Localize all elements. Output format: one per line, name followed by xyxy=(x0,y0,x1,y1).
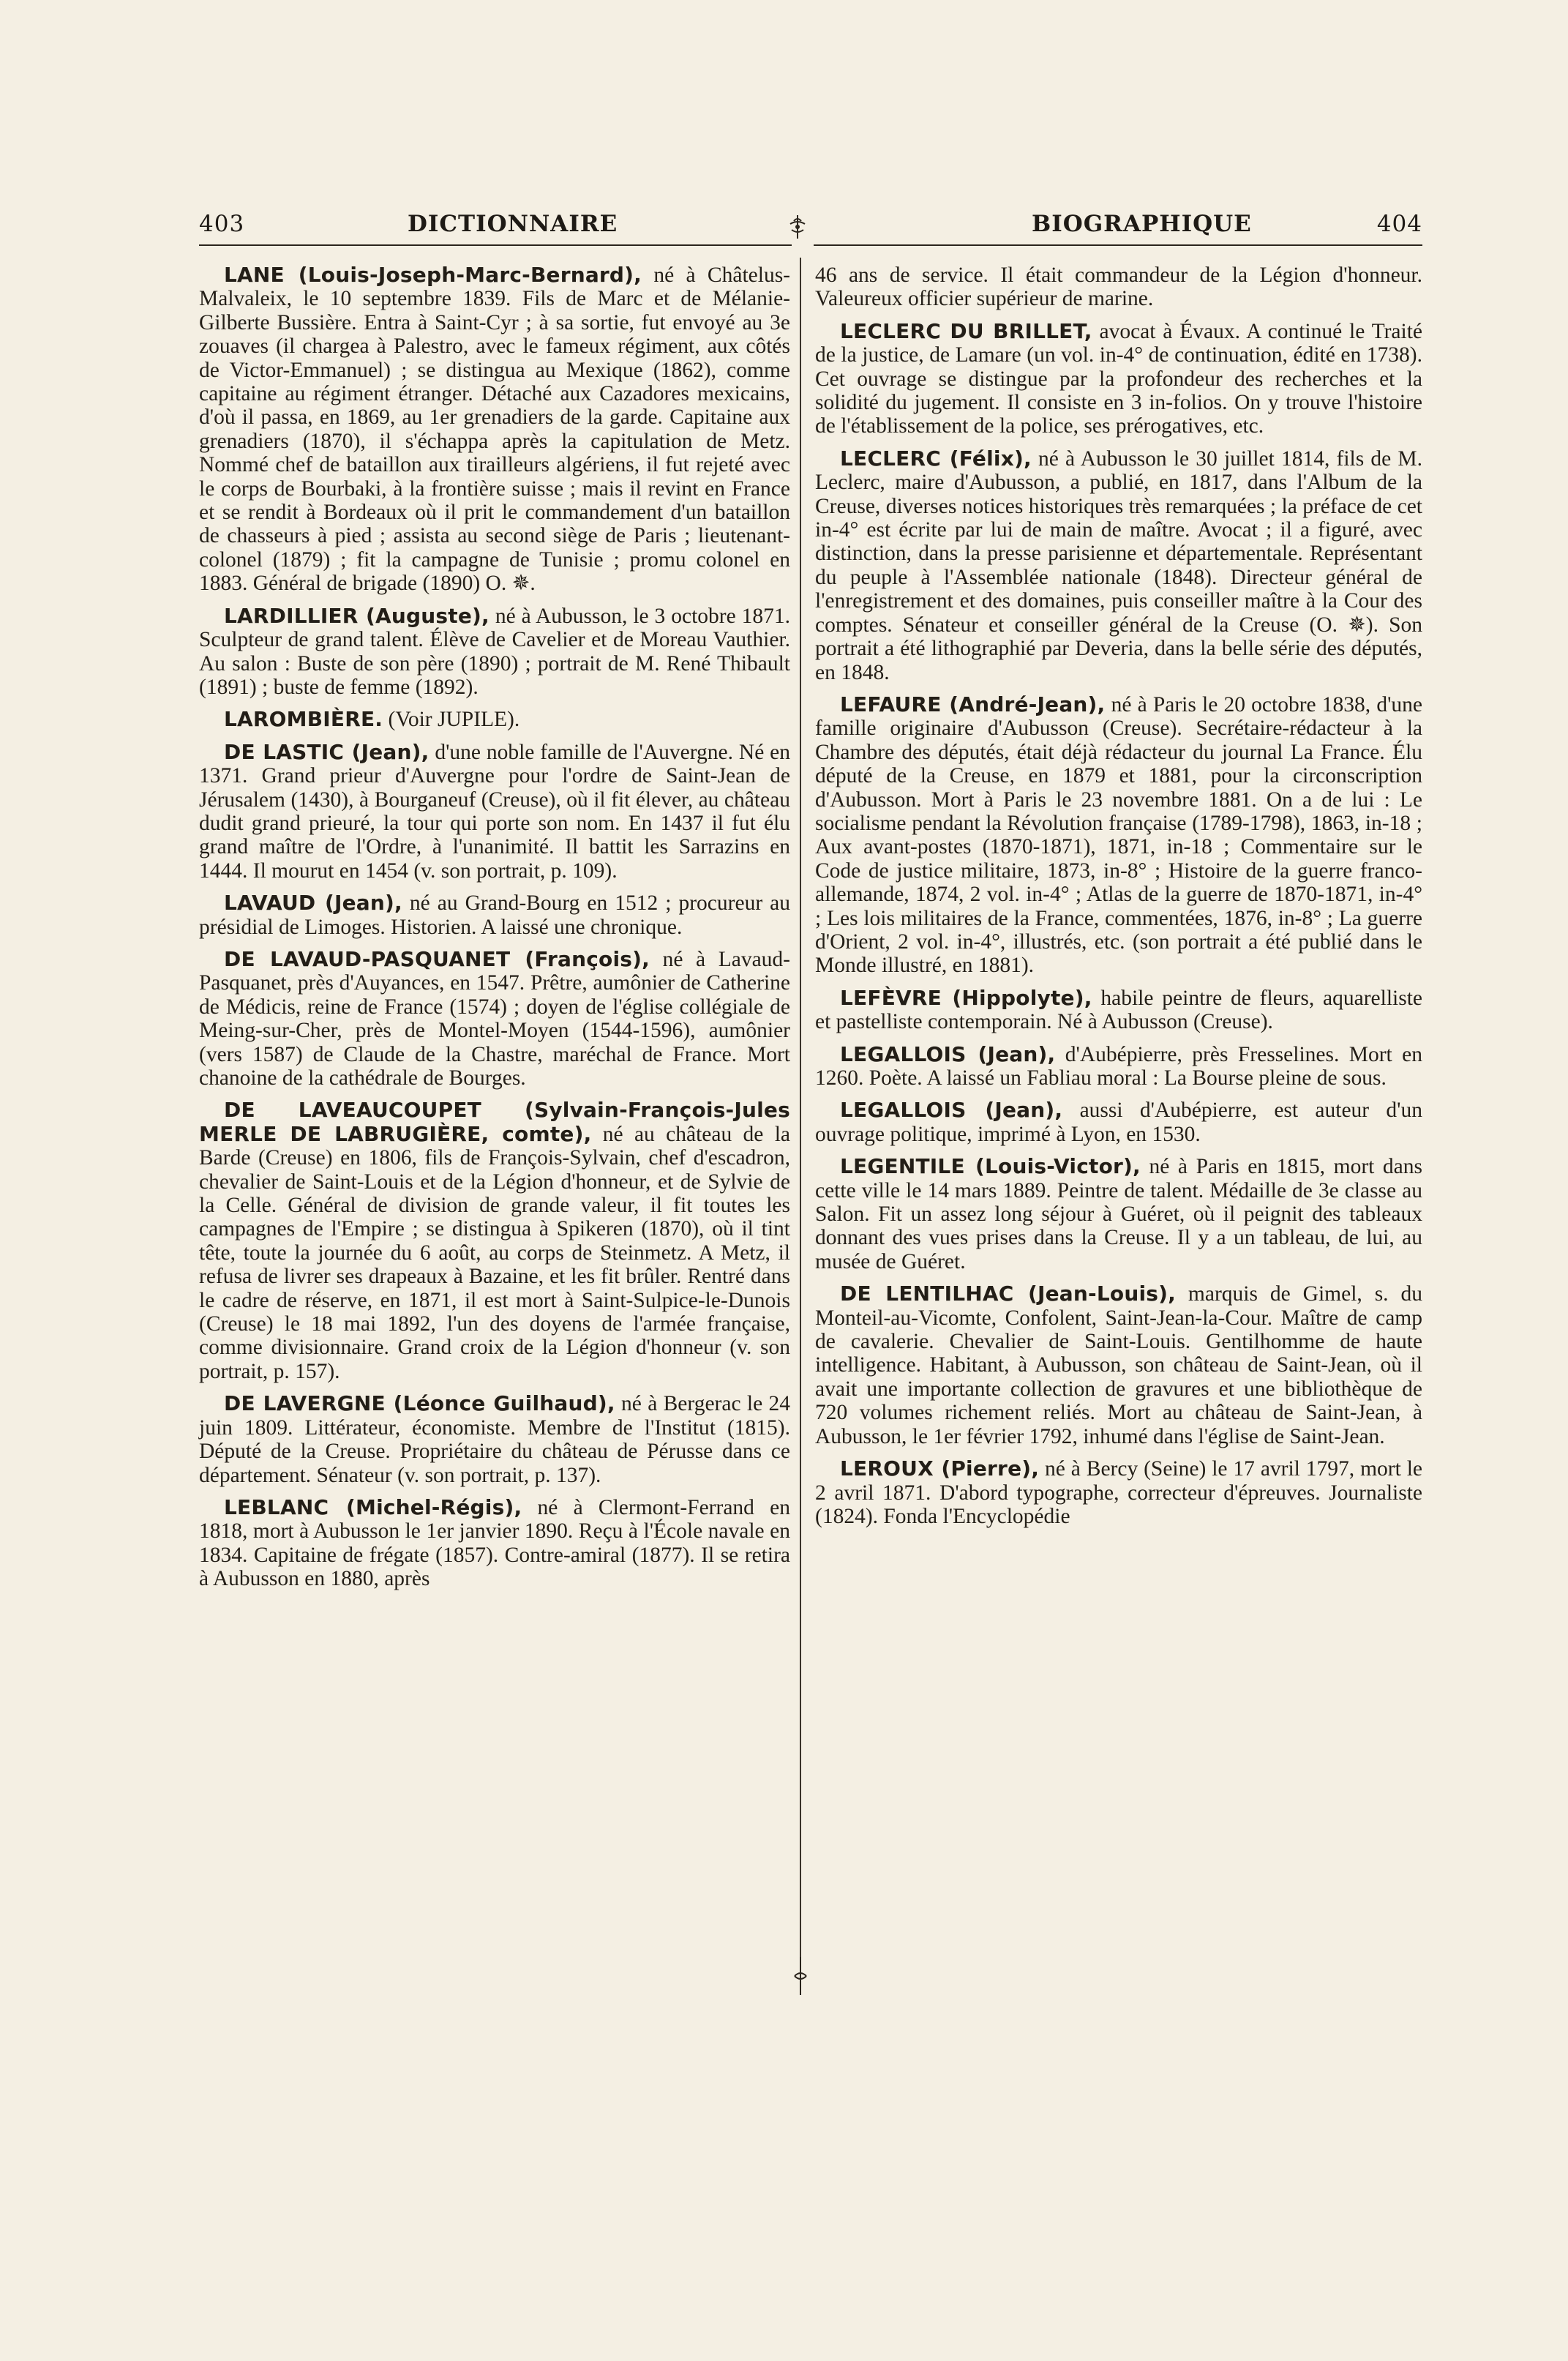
biography-entry xyxy=(199,948,790,1090)
entry-name: LAROMBIÈRE. xyxy=(224,707,383,732)
left-page-number: 403 xyxy=(199,211,245,237)
left-running-title: DICTIONNAIRE xyxy=(408,211,618,237)
entry-text: aussi d'Aubépierre, est auteur d'un ouvrage politique, imprimé à Lyon, en 1530. xyxy=(815,1099,1422,1146)
biography-entry xyxy=(199,891,790,939)
biography-entry xyxy=(815,1282,1422,1448)
entry-name: LEGENTILE (Louis-Victor), xyxy=(840,1154,1141,1179)
entry-name: LEGALLOIS (Jean), xyxy=(840,1098,1063,1123)
entry-name: DE LASTIC (Jean), xyxy=(224,739,429,764)
biography-entry xyxy=(815,693,1422,978)
entry-name: LANE (Louis-Joseph-Marc-Bernard), xyxy=(224,263,642,287)
biography-entry xyxy=(199,1392,790,1487)
entry-name: DE LAVERGNE (Léonce Guilhaud), xyxy=(224,1391,615,1416)
entry-text: d'une noble famille de l'Auvergne. Né en 1371. Grand prieur d'Auvergne pour l'ordre de Saint-Jean de Jérusalem (1430), à Bourganeuf (Creuse), où il fit élever, au château dudit grand prieuré, la tour qui porte son nom. En 1437 il fut élu grand maître de l'Ordre, à l'unanimité. Il battit les Sarrazins en 1444. Il mourut en 1454 (v. son portrait, p. 109). xyxy=(199,740,790,883)
entry-text: né à Aubusson le 30 juillet 1814, fils de M. Leclerc, maire d'Aubusson, a publié, en 1817, dans l'Album de la Creuse, diverses notices historiques très remarquées ; la préface de cet in-4° est écrite par lui de main de maître. Avocat ; il a figuré, avec distinction, dans la presse parisienne et départementale. Représentant du peuple à l'Assemblée nationale (1848). Directeur général de l'enregistrement et des domaines, puis conseiller maître à la Cour des comptes. Sénateur et conseiller général de la Creuse (O. ✵). Son portrait a été lithographié par Deveria, dans la belle série des députés, en 1848. xyxy=(815,446,1422,684)
biography-entry xyxy=(199,263,790,596)
biography-entry xyxy=(199,708,790,731)
column-divider xyxy=(800,258,801,1960)
biography-entry xyxy=(815,1457,1422,1528)
header-rule-right xyxy=(814,244,1422,246)
biography-entry xyxy=(815,1043,1422,1090)
fleuron-ornament-icon xyxy=(787,214,808,240)
entry-name: LEROUX (Pierre), xyxy=(840,1456,1040,1481)
entry-text: né à Paris en 1815, mort dans cette ville le 14 mars 1889. Peintre de talent. Médaille de 3e classe au Salon. Fit un assez long séjour à Guéret, où il peignit des tableaux donnant des vues prises dans la Creuse. Il y a un tableau, de lui, au musée de Guéret. xyxy=(815,1155,1423,1273)
biography-entry xyxy=(815,987,1422,1034)
entry-text: d'Aubépierre, près Fresselines. Mort en 1260. Poète. A laissé un Fabliau moral : La Bourse pleine de sous. xyxy=(815,1042,1423,1090)
entry-name: LECLERC (Félix), xyxy=(840,446,1032,471)
biography-entry xyxy=(815,1155,1422,1273)
entry-name: LAVAUD (Jean), xyxy=(224,891,402,916)
entry-text: né au château de la Barde (Creuse) en 1806, fils de François-Sylvain, chef d'escadron, chevalier de Saint-Louis et de la Légion d'honneur, et de Sylvie de la Celle. Général de division de grande valeur, il fit toutes les campagnes de l'Empire ; se distingua à Spikeren (1870), où il tint tête, toute la journée du 6 août, au corps de Steinmetz. A Metz, il refusa de livrer ses drapeaux à Bazaine, et les fit brûler. Rentré dans le cadre de réserve, en 1871, il est mort à Saint-Sulpice-le-Dunois (Creuse) le 18 mai 1892, l'un des doyens de l'armée française, comme divisionnaire. Grand croix de la Légion d'honneur (v. son portrait, p. 157). xyxy=(199,1122,790,1383)
left-column xyxy=(199,263,790,1600)
entry-name: DE LAVEAUCOUPET (Sylvain-François-Jules MERLE DE LABRUGIÈRE, comte), xyxy=(199,1098,790,1146)
entry-text: né au Grand-Bourg en 1512 ; procureur au présidial de Limoges. Historien. A laissé une chronique. xyxy=(199,891,791,939)
right-running-title: BIOGRAPHIQUE xyxy=(1032,211,1252,237)
entry-text: né à Paris le 20 octobre 1838, d'une famille originaire d'Aubusson (Creuse). Secrétaire-rédacteur à la Chambre des députés, était déjà rédacteur du journal La France. Élu député de la Creuse, en 1879 et 1881, pour la circonscription d'Aubusson. Mort à Paris le 23 novembre 1881. On a de lui : Le socialisme pendant la Révolution française (1789-1798), 1863, in-18 ; Aux avant-postes (1870-1871), 1871, in-18 ; Commentaire sur le Code de justice militaire, 1873, in-8° ; Histoire de la guerre franco-allemande, 1874, 2 vol. in-4° ; Atlas de la guerre de 1870-1871, in-4° ; Les lois militaires de la France, commentées, 1876, in-8° ; La guerre d'Orient, 2 vol. in-4°, illustrés, etc. (son portrait a été publié dans le Monde illustré, en 1881). xyxy=(815,692,1422,978)
entry-name: LEBLANC (Michel-Régis), xyxy=(224,1494,522,1519)
right-column xyxy=(815,263,1422,1537)
entry-text: né à Lavaud-Pasquanet, près d'Auyances, en 1547. Prêtre, aumônier de Catherine de Médicis, reine de France (1574) ; doyen de l'église collégiale de Meing-sur-Cher, près de Montel-Moyen (1544-1596), aumônier (vers 1587) de Claude de la Chastre, maréchal de France. Mort chanoine de la cathédrale de Bourges. xyxy=(199,947,790,1090)
header-rule-left xyxy=(199,244,792,246)
entry-text: né à Bercy (Seine) le 17 avril 1797, mort le 2 avril 1871. D'abord typographe, correcteur d'épreuves. Journaliste (1824). Fonda l'Encyclopédie xyxy=(815,1457,1422,1528)
entry-text: né à Aubusson, le 3 octobre 1871. Sculpteur de grand talent. Élève de Cavelier et de Moreau Vauthier. Au salon : Buste de son père (1890) ; portrait de M. René Thibault (1891) ; buste de femme (1892). xyxy=(199,604,790,699)
entry-text: habile peintre de fleurs, aquarelliste et pastelliste contemporain. Né à Aubusson (Creuse). xyxy=(815,986,1422,1034)
divider-end-ornament-icon xyxy=(790,1954,811,1998)
biography-entry xyxy=(815,447,1422,684)
entry-name: LECLERC DU BRILLET, xyxy=(840,318,1092,343)
entry-text: avocat à Évaux. A continué le Traité de la justice, de Lamare (un vol. in-4° de continuation, édité en 1738). Cet ouvrage se distingue par la profondeur des recherches et la solidité du jugement. Il consiste en 3 in-folios. On y trouve l'histoire de l'établissement de la police, ses prérogatives, etc. xyxy=(815,319,1423,438)
running-header xyxy=(199,211,1422,255)
entry-text: (Voir JUPILE). xyxy=(383,708,520,732)
entry-name: LEGALLOIS (Jean), xyxy=(840,1041,1056,1066)
entry-name: DE LAVAUD-PASQUANET (François), xyxy=(224,946,650,971)
entry-name: LEFÈVRE (Hippolyte), xyxy=(840,985,1092,1010)
entry-text: né à Châtelus-Malvaleix, le 10 septembre 1839. Fils de Marc et de Mélanie-Gilberte Bussière. Entra à Saint-Cyr ; à sa sortie, fut envoyé au 3e zouaves (il chargea à Palestro, avec le fameux régiment, aux côtés de Victor-Emmanuel) ; se distingua au Mexique (1862), comme capitaine au régiment étranger. Détaché aux Cazadores mexicains, d'où il passa, en 1869, au 1er grenadiers de la garde. Capitaine aux grenadiers (1870), il s'échappa après la capitulation de Metz. Nommé chef de bataillon aux tirailleurs algériens, il fut rejeté avec le corps de Bourbaki, à la frontière suisse ; mais il revint en France et se rendit à Bordeaux où il prit le commandement d'un bataillon de chasseurs à pied ; assista au second siège de Paris ; lieutenant-colonel (1879) ; fit la campagne de Tunisie ; promu colonel en 1883. Général de brigade (1890) O. ✵. xyxy=(199,263,790,596)
right-page-number: 404 xyxy=(1376,211,1422,237)
entry-text: né à Bergerac le 24 juin 1809. Littérateur, économiste. Membre de l'Institut (1815). Député de la Creuse. Propriétaire du château de Pérusse dans ce département. Sénateur (v. son portrait, p. 137). xyxy=(199,1392,790,1487)
entry-text: marquis de Gimel, s. du Monteil-au-Vicomte, Confolent, Saint-Jean-la-Cour. Maître de camp de cavalerie. Chevalier de Saint-Louis. Gentilhomme de haute intelligence. Habitant, à Aubusson, son château de Saint-Jean, où il avait une importante collection de gravures et une bibliothèque de 720 volumes richement reliés. Mort au château de Saint-Jean, à Aubusson, le 1er février 1792, inhumé dans l'église de Saint-Jean. xyxy=(815,1282,1422,1448)
biography-entry xyxy=(199,741,790,883)
biography-entry xyxy=(815,1099,1422,1146)
entry-name: LEFAURE (André-Jean), xyxy=(840,692,1106,716)
biography-entry xyxy=(815,320,1422,438)
biography-entry xyxy=(199,1099,790,1383)
entry-name: LARDILLIER (Auguste), xyxy=(224,603,489,628)
biography-entry xyxy=(199,1496,790,1591)
entry-name: DE LENTILHAC (Jean-Louis), xyxy=(840,1281,1176,1306)
entry-text: né à Clermont-Ferrand en 1818, mort à Aubusson le 1er janvier 1890. Reçu à l'École navale en 1834. Capitaine de frégate (1857). Contre-amiral (1877). Il se retira à Aubusson en 1880, après xyxy=(199,1495,790,1591)
continued-entry-text: 46 ans de service. Il était commandeur de la Légion d'honneur. Valeureux officier supérieur de marine. xyxy=(815,263,1422,311)
biography-entry xyxy=(199,605,790,700)
